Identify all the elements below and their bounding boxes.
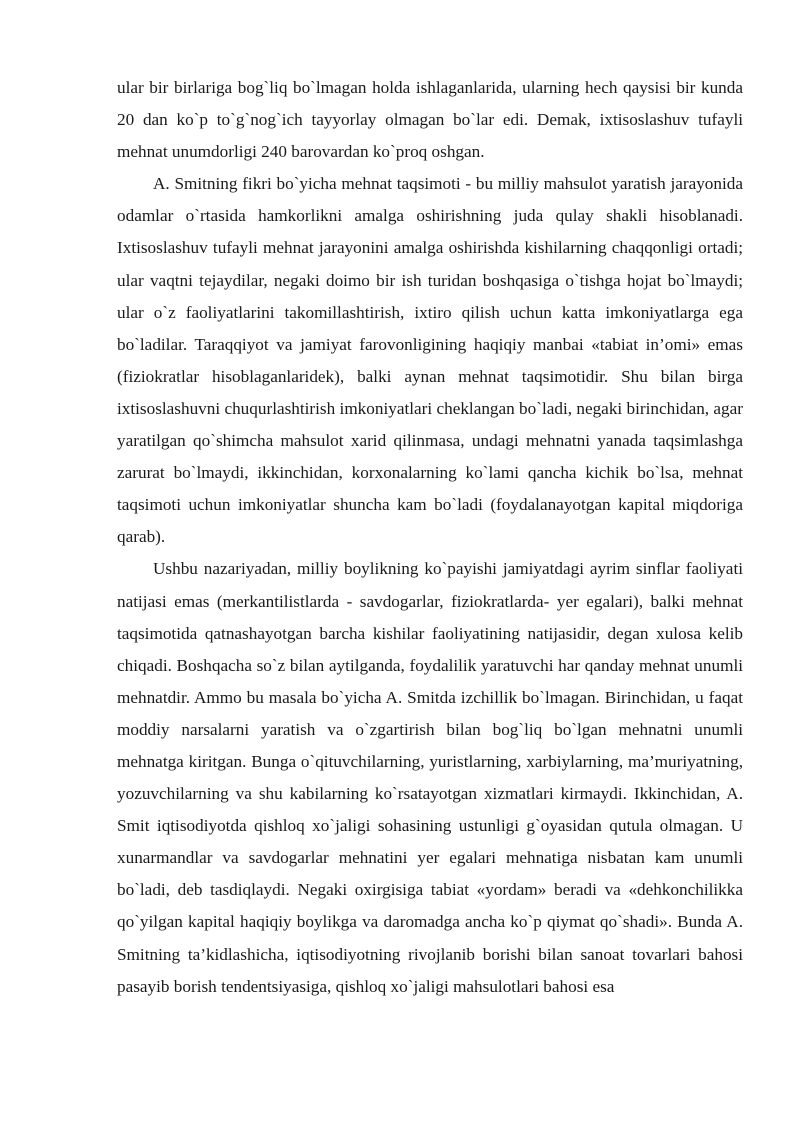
document-page xyxy=(117,72,743,1003)
paragraph-productive-labor: Ushbu nazariyadan, milliy boylikning ko`payishi jamiyatdagi ayrim sinflar faoliyati natijasi emas (merkantilistlarda - savdogarlar, fiziokratlarda- yer egalari), balki mehnat taqsimotida qatnashayotgan barcha kishilar faoliyatining natijasidir, degan xulosa kelib chiqadi. Boshqacha so`z bilan aytilganda, foydalilik yaratuvchi har qanday mehnat unumli mehnatdir. Ammo bu masala bo`yicha A. Smitda izchillik bo`lmagan. Birinchidan, u faqat moddiy narsalarni yaratish va o`zgartirish bilan bog`liq bo`lgan mehnatni unumli mehnatga kiritgan. Bunga o`qituvchilarning, yuristlarning, xarbiylarning, ma’muriyatning, yozuvchilarning va shu kabilarning ko`rsatayotgan xizmatlari kirmaydi. Ikkinchidan, A. Smit iqtisodiyotda qishloq xo`jaligi sohasining ustunligi g`oyasidan qutula olmagan. U xunarmandlar va savdogarlar mehnatini yer egalari mehnatiga nisbatan kam unumli bo`ladi, deb tasdiqlaydi. Negaki oxirgisiga tabiat «yordam» beradi va «dehkonchilikka qo`yilgan kapital haqiqiy boylikga va daromadga ancha ko`p qiymat qo`shadi». Bunda A. Smitning ta’kidlashicha, iqtisodiyotning rivojlanib borishi bilan sanoat tovarlari bahosi pasayib borish tendentsiyasiga, qishloq xo`jaligi mahsulotlari bahosi esa xyxy=(117,559,743,996)
paragraph-division-of-labor: A. Smitning fikri bo`yicha mehnat taqsimoti - bu milliy mahsulot yaratish jarayonida odamlar o`rtasida hamkorlikni amalga oshirishning juda qulay shakli hisoblanadi. Ixtisoslashuv tufayli mehnat jarayonini amalga oshirishda kishilarning chaqqonligi ortadi; ular vaqtni tejaydilar, negaki doimo bir ish turidan boshqasiga o`tishga hojat bo`lmaydi; ular o`z faoliyatlarini takomillashtirish, ixtiro qilish uchun katta imkoniyatlarga ega bo`ladilar. Taraqqiyot va jamiyat farovonligining haqiqiy manbai «tabiat in’omi» emas (fiziokratlar hisoblaganlaridek), balki aynan mehnat taqsimotidir. Shu bilan birga ixtisoslashuvni chuqurlashtirish imkoniyatlari cheklangan bo`ladi, negaki birinchidan, agar yaratilgan qo`shimcha mahsulot xarid qilinmasa, undagi mehnatni yanada taqsimlashga zarurat bo`lmaydi, ikkinchidan, korxonalarning ko`lami qancha kichik bo`lsa, mehnat taqsimoti uchun imkoniyatlar shuncha kam bo`ladi (foydalanayotgan kapital miqdoriga qarab). xyxy=(117,174,743,547)
paragraph-continuation: ular bir birlariga bog`liq bo`lmagan holda ishlaganlarida, ularning hech qaysisi bir kunda 20 dan ko`p to`g`nog`ich tayyorlay olmagan bo`lar edi. Demak, ixtisoslashuv tufayli mehnat unumdorligi 240 barovardan ko`proq oshgan. xyxy=(117,78,743,162)
